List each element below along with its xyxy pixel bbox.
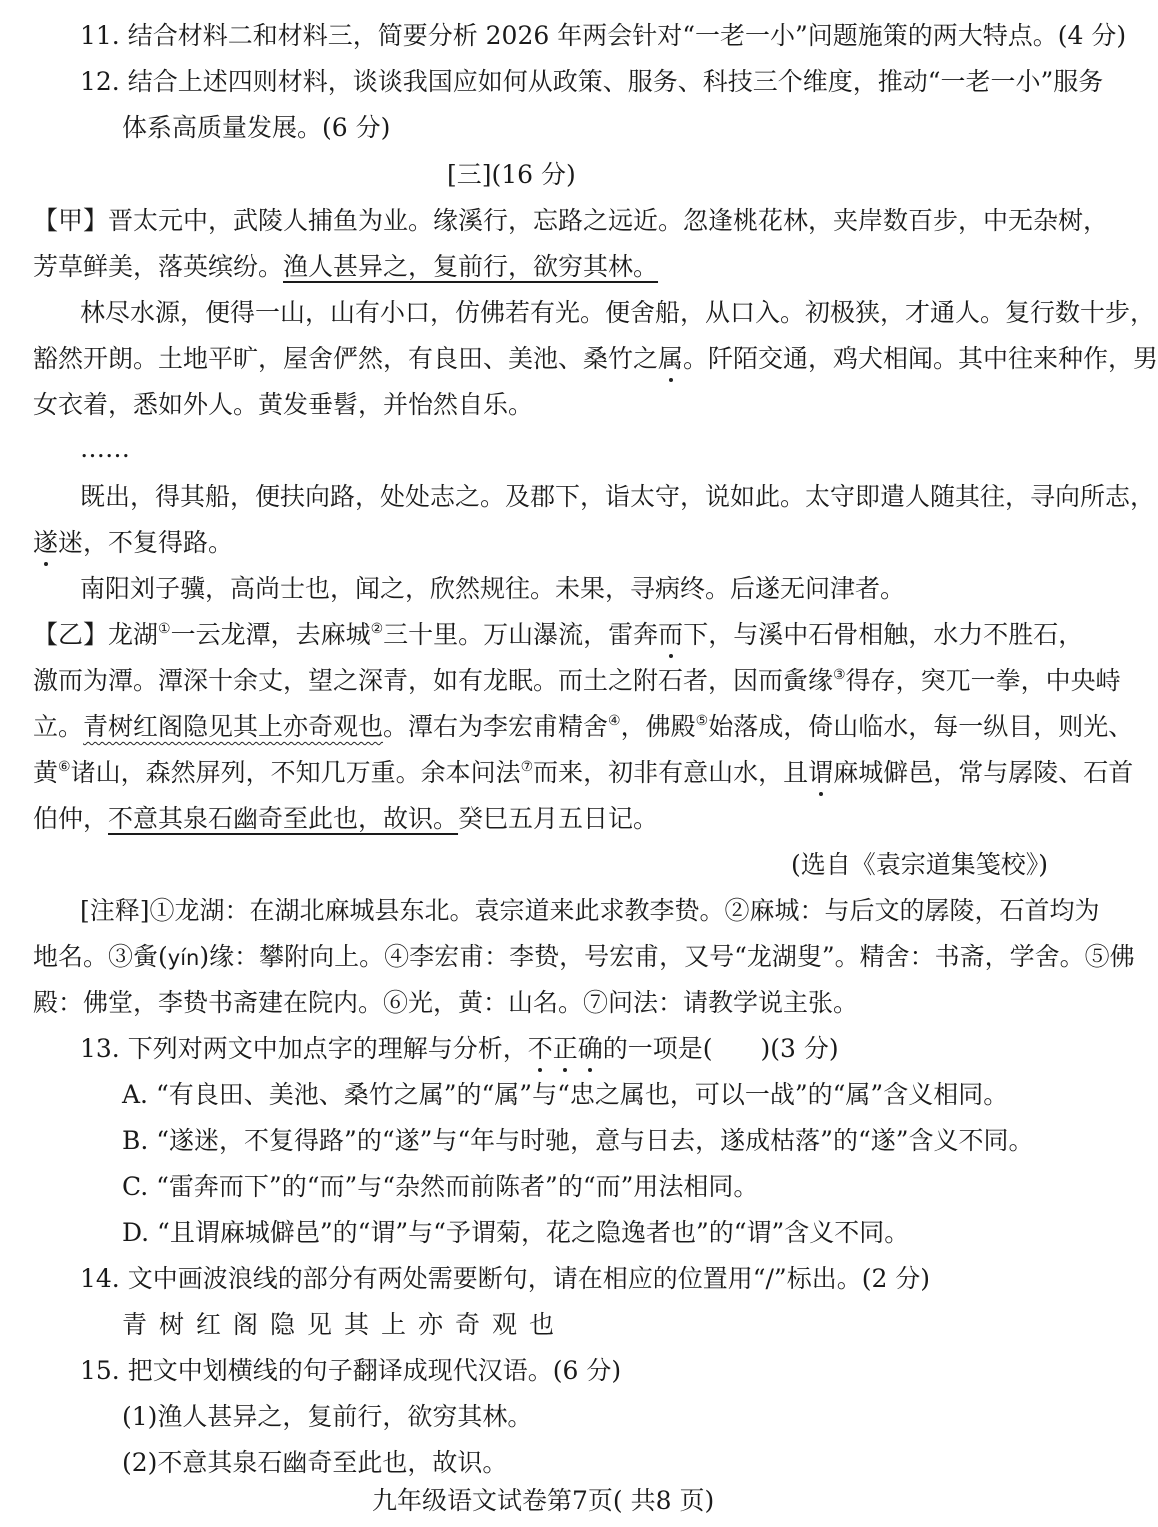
- q13-text: 的一项是(: [602, 1034, 713, 1063]
- jia-p3-line-1: 既出，得其船，便扶向路，处处志之。及郡下，诣太守，说如此。太守即遣人随其往，寻向所志，: [80, 482, 1156, 511]
- q13-text: 13. 下列对两文中加点字的理解与分析，: [80, 1034, 528, 1063]
- q13-option-c: C. “雷奔而下”的“而”与“杂然而前陈者”的“而”用法相同。: [122, 1172, 759, 1201]
- yi-text: 得存，突兀一拳，中央峙: [845, 666, 1121, 695]
- question-12-line-1: 12. 结合上述四则材料，谈谈我国应如何从政策、服务、科技三个维度，推动“一老一小”服务: [80, 67, 1104, 96]
- yi-text: 始落成，倚山临水，每一纵目，则光、: [708, 712, 1134, 741]
- yi-text: 诸山，森然屏列，不知几万重。余本问法: [70, 758, 521, 787]
- q13-option-a: A. “有良田、美池、桑竹之属”的“属”与“忠之属也，可以一战”的“属”含义相同。: [122, 1080, 1009, 1109]
- yi-text: 激而为潭。潭深十余丈，望之深青，如有龙眠。而土之附石者，因而夤缘: [33, 666, 834, 695]
- q13-option-b: B. “遂迷，不复得路”的“遂”与“年与时驰，意与日去，遂成枯落”的“遂”含义不同。: [122, 1126, 1034, 1155]
- yi-text: 癸巳五月五日记。: [458, 804, 659, 833]
- jia-p2-line-1: 林尽水源，便得一山，山有小口，仿佛若有光。便舍船，从口入。初极狭，才通人。复行数十步，: [80, 298, 1156, 327]
- ellipsis: ……: [80, 434, 130, 463]
- notes-line-1: [注释]①龙湖：在湖北麻城县东北。袁宗道来此求教李贽。②麻城：与后文的孱陵，石首均为: [80, 896, 1100, 925]
- q13-option-d: D. “且谓麻城僻邑”的“谓”与“予谓菊，花之隐逸者也”的“谓”含义不同。: [122, 1218, 910, 1247]
- question-11: 11. 结合材料二和材料三，简要分析 2026 年两会针对“一老一小”问题施策的两大特点。(4 分): [80, 21, 1127, 50]
- notes-line-2: [33, 944, 1135, 969]
- q15-item-2: (2)不意其泉石幽奇至此也，故识。: [122, 1448, 508, 1477]
- jia-p3-line-2: [33, 530, 233, 555]
- source-citation: (选自《袁宗道集笺校》): [790, 850, 1048, 879]
- dotted-char: 不: [527, 1034, 553, 1063]
- section-heading: [三](16 分): [447, 160, 576, 189]
- jia-p2-line-2: [33, 346, 1158, 371]
- yi-line-5: [33, 806, 658, 831]
- question-13-stem: [80, 1036, 839, 1061]
- jia-p2-text-b: 。阡陌交通，鸡犬相闻。其中往来种作，男: [683, 344, 1158, 373]
- note-marker-6: ⑥: [58, 759, 71, 775]
- yi-text: 而来，初非有意山水，且: [533, 758, 809, 787]
- page-footer: 九年级语文试卷第7页( 共8 页): [372, 1486, 715, 1515]
- dotted-char-wei: 谓: [808, 758, 834, 787]
- jia-underlined-sentence: 渔人甚异之，复前行，欲穷其林。: [283, 252, 659, 281]
- yi-text: 三十里。万山瀑流，雷奔: [383, 620, 659, 649]
- yi-line-2: [33, 668, 1121, 693]
- q13-text: )(3 分): [760, 1034, 839, 1063]
- note-marker-2: ②: [370, 621, 384, 637]
- yi-text: 。潭右为李宏甫精舍: [383, 712, 609, 741]
- yi-text: 麻城僻邑，常与孱陵、石首: [833, 758, 1134, 787]
- jia-p2-line-3: 女衣着，悉如外人。黄发垂髫，并怡然自乐。: [33, 390, 534, 419]
- question-15-stem: 15. 把文中划横线的句子翻译成现代汉语。(6 分): [80, 1356, 622, 1385]
- question-12-line-2: 体系高质量发展。(6 分): [122, 113, 391, 142]
- jia-p1-line-1: 【甲】晋太元中，武陵人捕鱼为业。缘溪行，忘路之远近。忽逢桃花林，夹岸数百步，中无杂树，: [33, 206, 1109, 235]
- notes-line-3: 殿：佛堂，李贽书斋建在院内。⑥光，黄：山名。⑦问法：请教学说主张。: [33, 988, 859, 1017]
- dotted-char-sui: 遂: [33, 528, 59, 557]
- yi-text: 黄: [33, 758, 59, 787]
- jia-p1-text: 芳草鲜美，落英缤纷。: [33, 252, 284, 281]
- q14-sentence: 青树红阁隐见其上亦奇观也: [122, 1310, 567, 1339]
- underlined-sentence: 不意其泉石幽奇至此也，故识。: [108, 804, 459, 833]
- note-marker-3: ③: [833, 667, 846, 683]
- notes-text: )缘：攀附向上。④李宏甫：李贽，号宏甫，又号“龙湖叟”。精舍：书斋，学舍。⑤佛: [199, 942, 1135, 971]
- note-marker-4: ④: [608, 713, 621, 729]
- yi-line-1: [33, 622, 1083, 647]
- dotted-char: 确: [577, 1034, 603, 1063]
- jia-p4: 南阳刘子骥，高尚士也，闻之，欣然规往。未果，寻病终。后遂无问津者。: [80, 574, 906, 603]
- yi-text: ，佛殿: [620, 712, 696, 741]
- dotted-char-er: 而: [658, 620, 684, 649]
- yi-text: 一云龙潭，去麻城: [170, 620, 371, 649]
- notes-text: 地名。③夤(: [33, 942, 168, 971]
- jia-p3-text: 迷，不复得路。: [58, 528, 234, 557]
- yi-text: 伯仲，: [33, 804, 109, 833]
- yi-text: 下，与溪中石骨相触，水力不胜石，: [683, 620, 1084, 649]
- wavy-underlined-sentence: 青树红阁隐见其上亦奇观也: [83, 712, 384, 741]
- note-marker-5: ⑤: [695, 713, 709, 729]
- yi-line-3: [33, 714, 1133, 739]
- question-14-stem: 14. 文中画波浪线的部分有两处需要断句，请在相应的位置用“/”标出。(2 分): [80, 1264, 931, 1293]
- yi-text: 立。: [33, 712, 84, 741]
- q15-item-1: (1)渔人甚异之，复前行，欲穷其林。: [122, 1402, 533, 1431]
- pinyin: yín: [167, 946, 200, 970]
- yi-text: 【乙】龙湖: [33, 620, 159, 649]
- dotted-char: 正: [552, 1034, 578, 1063]
- jia-p1-line-2: [33, 254, 658, 279]
- yi-line-4: [33, 760, 1133, 785]
- note-marker-7: ⑦: [520, 759, 534, 775]
- jia-p2-text-a: 豁然开朗。土地平旷，屋舍俨然，有良田、美池、桑竹之: [33, 344, 659, 373]
- dotted-char-shu: 属: [658, 344, 684, 373]
- note-marker-1: ①: [158, 621, 171, 637]
